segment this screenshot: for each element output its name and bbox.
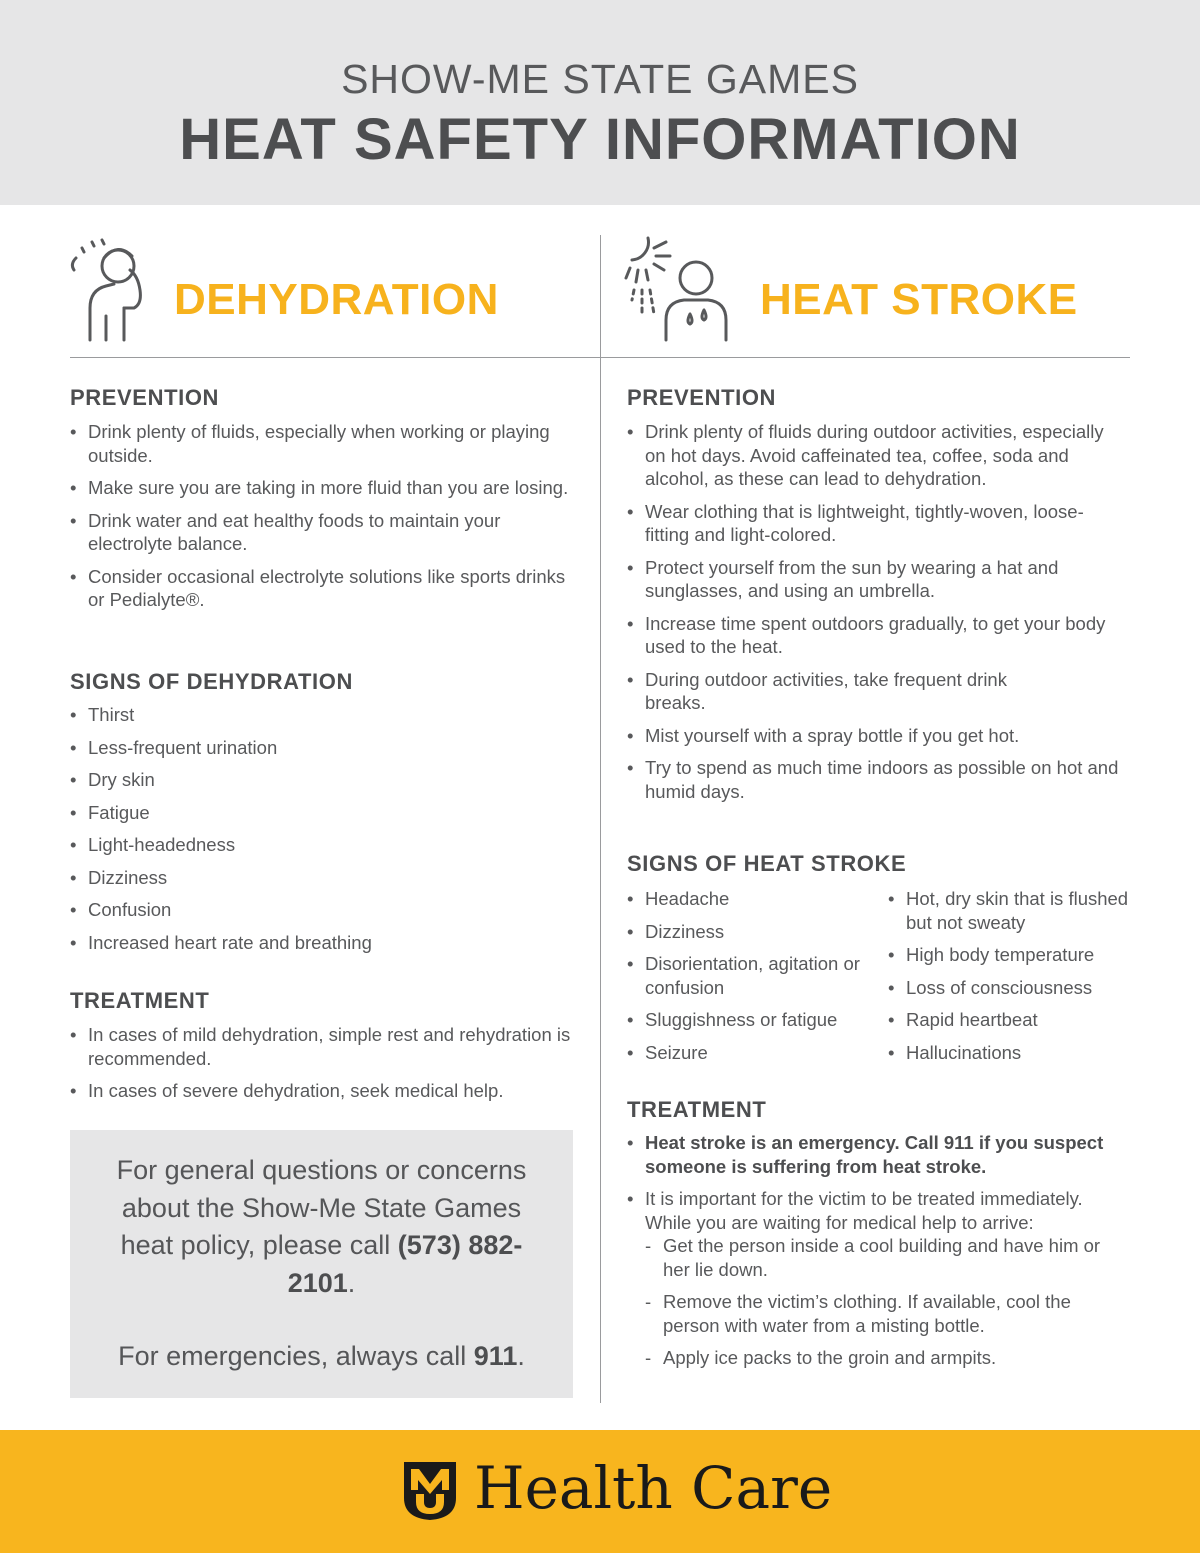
list-item: • Thirst [70,703,580,727]
list-item: • Increase time spent outdoors gradually, to get your body used to the heat. [627,612,1127,659]
list-item: • Seizure [627,1041,882,1065]
mu-logo-icon [402,1460,458,1522]
list-item: • Fatigue [70,801,580,825]
callout-general-end: . [347,1267,356,1298]
contact-callout [70,1130,573,1398]
treatment-intro: It is important for the victim to be treated immediately. While you are waiting for medical help to arrive: [645,1188,1083,1233]
callout-emergency-text: For emergencies, always call [118,1341,474,1371]
list-item: - Remove the victim’s clothing. If available, cool the person with water from a misting bottle. [645,1290,1127,1337]
list-item: • In cases of severe dehydration, seek medical help. [70,1079,590,1103]
divider-right [600,357,1130,358]
heat-stroke-signs-left [627,887,882,1073]
list-item: • Mist yourself with a spray bottle if you get hot. [627,724,1127,748]
list-item: • High body temperature [888,943,1138,967]
header [0,0,1200,205]
list-item: • Headache [627,887,882,911]
list-item: • Loss of consciousness [888,976,1138,1000]
list-item: • Light-headedness [70,833,580,857]
heat-stroke-signs-heading: SIGNS OF HEAT STROKE [627,851,907,876]
list-item [627,1131,1127,1178]
callout-general [70,1152,573,1302]
list-item: • Hallucinations [888,1041,1138,1065]
heat-stroke-title: HEAT STROKE [760,275,1078,324]
emergency-warning: Heat stroke is an emergency. Call 911 if you suspect someone is suffering from heat stroke. [645,1132,1104,1177]
list-item: • During outdoor activities, take frequent drink breaks. [627,668,1127,715]
callout-general-text: For general questions or concerns about the Show-Me State Games heat policy, please call [116,1155,527,1260]
heat-stroke-prevention-list [627,420,1127,812]
list-item: • Make sure you are taking in more fluid than you are losing. [70,476,580,500]
list-item: • Disorientation, agitation or confusion [627,952,882,999]
list-item: • Consider occasional electrolyte solutions like sports drinks or Pedialyte®. [70,565,580,612]
list-item: - Apply ice packs to the groin and armpits. [645,1346,1127,1370]
dehydration-treatment-list [70,1023,590,1112]
treatment-steps [645,1234,1127,1370]
list-item: • Protect yourself from the sun by wearing a hat and sunglasses, and using an umbrella. [627,556,1127,603]
footer [0,1430,1200,1553]
heat-stroke-signs-right [888,887,1138,1073]
list-item: • Less-frequent urination [70,736,580,760]
callout-emergency [70,1338,573,1376]
list-item: • Drink plenty of fluids during outdoor activities, especially on hot days. Avoid caffeinated tea, coffee, soda and alcohol, as these can lead to dehydration. [627,420,1127,491]
sun-sweating-person-icon [624,234,736,344]
list-item: • Rapid heartbeat [888,1008,1138,1032]
heat-stroke-treatment-list [627,1131,1127,1379]
header-title: HEAT SAFETY INFORMATION [179,107,1021,172]
brand-name: Health Care [474,1454,833,1522]
dehydration-signs-list [70,703,580,963]
list-item: • Drink plenty of fluids, especially when working or playing outside. [70,420,580,467]
list-item: • Dry skin [70,768,580,792]
list-item: - Get the person inside a cool building and have him or her lie down. [645,1234,1127,1281]
list-item: • Sluggishness or fatigue [627,1008,882,1032]
list-item [627,1187,1127,1370]
emergency-number[interactable]: 911 [473,1341,518,1371]
dehydration-signs-heading: SIGNS OF DEHYDRATION [70,669,353,694]
list-item: • In cases of mild dehydration, simple rest and rehydration is recommended. [70,1023,590,1070]
list-item: • Increased heart rate and breathing [70,931,580,955]
dehydration-title: DEHYDRATION [174,275,499,324]
dehydration-treatment-heading: TREATMENT [70,988,210,1013]
list-item: • Try to spend as much time indoors as possible on hot and humid days. [627,756,1127,803]
list-item: • Hot, dry skin that is flushed but not sweaty [888,887,1138,934]
list-item: • Dizziness [70,866,580,890]
list-item: • Wear clothing that is lightweight, tightly-woven, loose-fitting and light-colored. [627,500,1127,547]
list-item: • Dizziness [627,920,882,944]
phone-number[interactable]: (573) 882-2101 [287,1230,523,1298]
dehydration-prevention-heading: PREVENTION [70,385,220,410]
list-item: • Drink water and eat healthy foods to maintain your electrolyte balance. [70,509,580,556]
header-subtitle: SHOW-ME STATE GAMES [341,56,859,102]
dizzy-person-icon [66,236,156,342]
list-item: • Confusion [70,898,580,922]
column-divider [600,235,601,1403]
callout-emergency-end: . [517,1341,525,1371]
dehydration-prevention-list [70,420,580,621]
heat-stroke-prevention-heading: PREVENTION [627,385,777,410]
heat-stroke-treatment-heading: TREATMENT [627,1097,767,1122]
divider-left [70,357,600,358]
